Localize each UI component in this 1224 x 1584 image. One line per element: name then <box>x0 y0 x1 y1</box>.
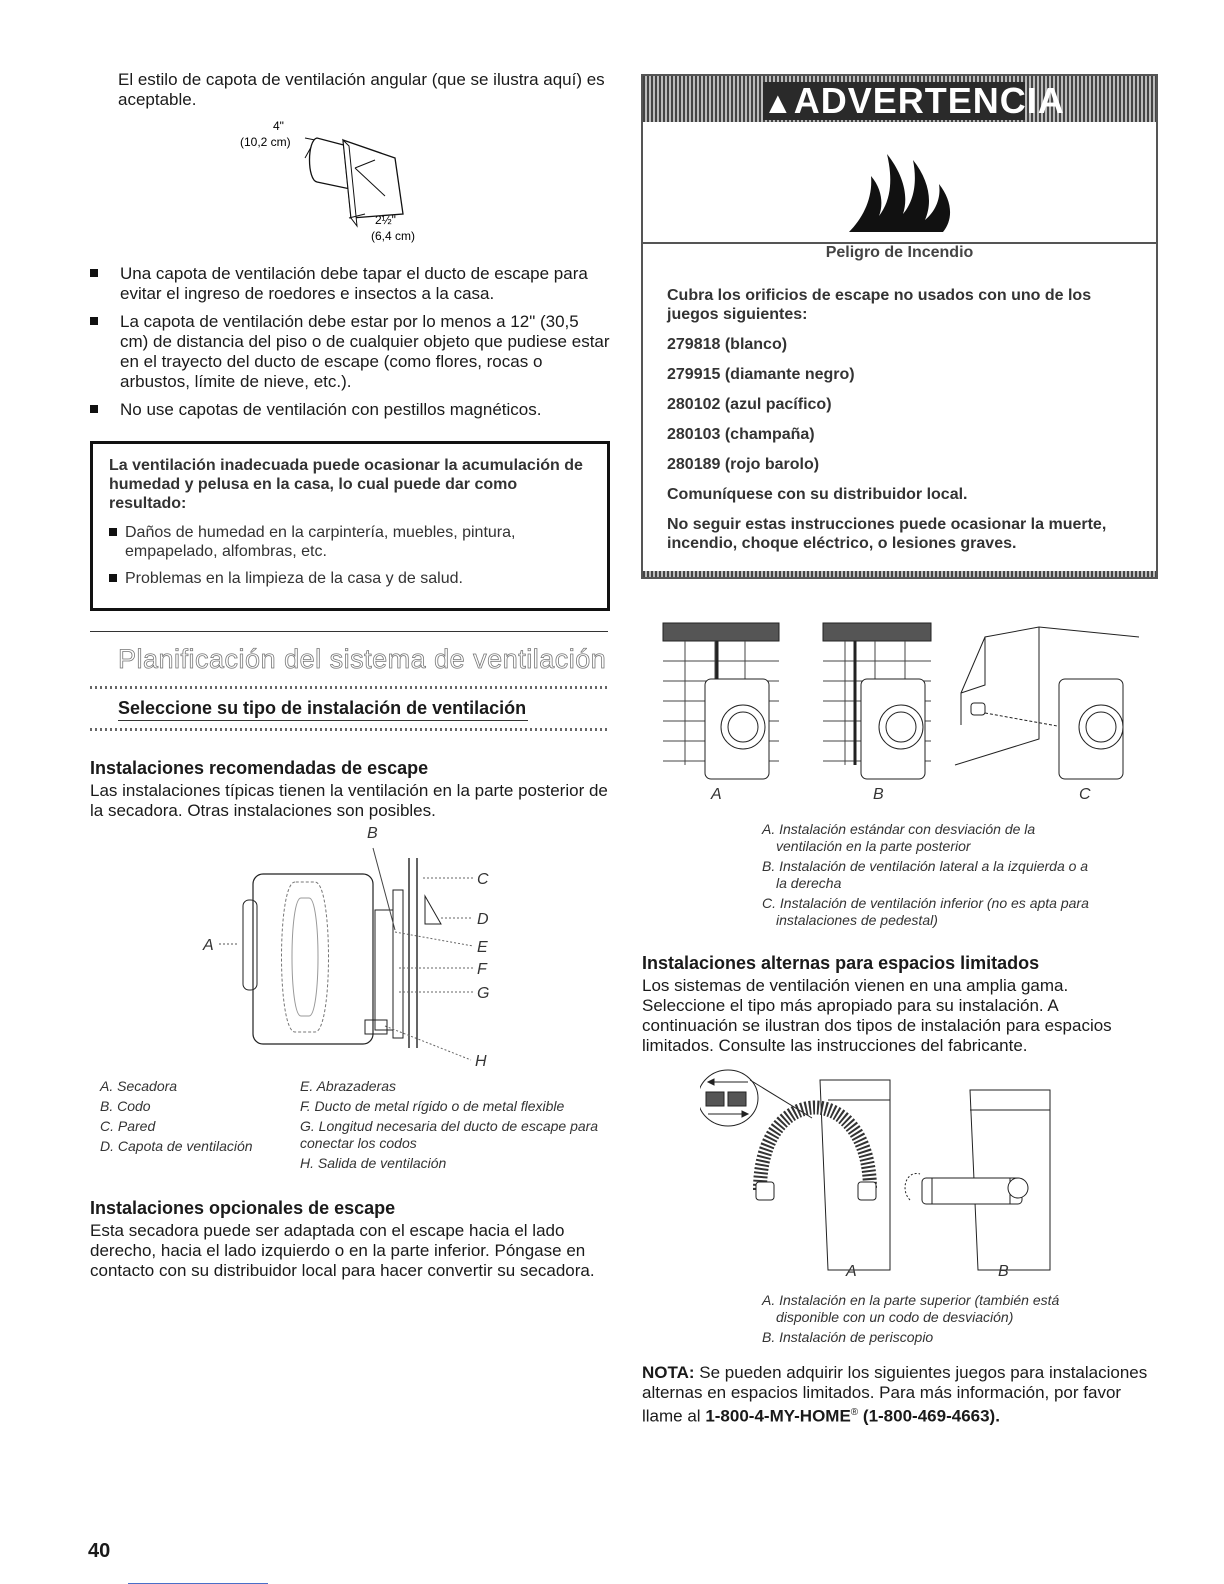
optional-heading: Instalaciones opcionales de escape <box>90 1198 396 1218</box>
hood-dim-top-cm: (10,2 cm) <box>240 135 291 149</box>
alt-letter-b: B <box>998 1263 1009 1280</box>
warning-title: ▲ADVERTENCIA <box>763 80 1065 121</box>
note-label: NOTA: <box>642 1363 695 1382</box>
note-paragraph <box>642 1363 1152 1427</box>
recommended-text: Las instalaciones típicas tienen la ventilación en la parte posterior de la secadora. Otras instalaciones son posibles. <box>90 781 608 820</box>
list-item: No use capotas de ventilación con pestillos magnéticos. <box>90 400 610 420</box>
note-phone: 1-800-4-MY-HOME <box>705 1406 851 1426</box>
warning-line: 280103 (champaña) <box>667 426 815 443</box>
warning-instructions <box>667 286 1134 564</box>
list-item: Daños de humedad en la carpintería, muebles, pintura, empapelado, alfombras, etc. <box>109 523 591 561</box>
legend-item: B. Codo <box>100 1098 151 1114</box>
install-types-figure <box>655 615 1145 805</box>
legend-item: D. Capota de ventilación <box>100 1138 253 1154</box>
fig-letter-e: E <box>477 939 488 956</box>
angular-vent-hood-figure <box>225 118 425 248</box>
subsection-dotted-rule <box>90 728 608 731</box>
recommended-install-figure <box>195 820 505 1070</box>
fig-legend-col2 <box>300 1078 610 1172</box>
fire-icon <box>843 140 963 235</box>
optional-text: Esta secadora puede ser adaptada con el escape hacia el lado derecho, hacia el lado izquierdo o en la parte inferior. Póngase en contacto con su distribuidor local para hacer convertir su secadora. <box>90 1221 595 1280</box>
warning-box <box>641 74 1158 579</box>
caption-item: C. Instalación de ventilación inferior (no es apta para instalaciones de pedestal) <box>762 895 1089 928</box>
legend-item: C. Pared <box>100 1118 156 1134</box>
fig-letter-g: G <box>477 985 490 1002</box>
notice-heading: La ventilación inadecuada puede ocasionar la acumulación de humedad y pelusa en la casa, lo cual puede dar como resultado: <box>109 457 583 512</box>
fig-letter-h: H <box>475 1053 487 1070</box>
legend-item: G. Longitud necesaria del ducto de escape para conectar los codos <box>300 1118 599 1151</box>
note-phone-number: (1-800-469-4663). <box>862 1406 1000 1426</box>
fig-letter-b: B <box>367 825 378 842</box>
alternate-text: Los sistemas de ventilación vienen en una amplia gama. Seleccione el tipo más apropiado para su instalación. A continuación se ilustran dos tipos de instalación para espacios limitados. Consulte las instrucciones del fabricante. <box>642 976 1112 1055</box>
subsection-underline <box>118 720 528 721</box>
list-item: La capota de ventilación debe estar por lo menos a 12" (30,5 cm) de distancia del piso o de cualquier objeto que pudiese estar en el trayecto del ducto de escape (como flores, rocas o arbustos, límite de nieve, etc.). <box>90 312 610 392</box>
subsection-title: Seleccione su tipo de instalación de ventilación <box>118 698 527 718</box>
recommended-heading: Instalaciones recomendadas de escape <box>90 758 429 778</box>
warning-line: 280189 (rojo barolo) <box>667 456 820 473</box>
hood-bullets <box>90 264 610 428</box>
caption-item: B. Instalación de periscopio <box>762 1329 934 1345</box>
alt-letter-a: A <box>846 1263 857 1280</box>
warning-line: Comuníquese con su distribuidor local. <box>667 486 968 503</box>
caption-item: A. Instalación estándar con desviación de la ventilación en la parte posterior <box>762 821 1036 854</box>
list-item: Una capota de ventilación debe tapar el ducto de escape para evitar el ingreso de roedores e insectos a la casa. <box>90 264 610 304</box>
legend-item: E. Abrazaderas <box>300 1078 396 1094</box>
alert-triangle-icon: ▲ <box>763 87 794 120</box>
section-title: Planificación del sistema de ventilación <box>118 644 607 674</box>
legend-item: A. Secadora <box>100 1078 178 1094</box>
warning-line: 279915 (diamante negro) <box>667 366 855 383</box>
fig-letter-c: C <box>477 871 489 888</box>
fig-letter-a: A <box>203 937 214 954</box>
hood-dim-top: 4" <box>273 119 284 133</box>
warning-hazard: Peligro de Incendio <box>825 244 974 261</box>
install-captions <box>762 821 1102 929</box>
section-dotted-rule <box>90 686 608 689</box>
install-letter-b: B <box>873 786 884 803</box>
hood-intro-text: El estilo de capota de ventilación angular (que se ilustra aquí) es aceptable. <box>118 70 605 109</box>
legend-item: F. Ducto de metal rígido o de metal flexible <box>300 1098 565 1114</box>
page-number: 40 <box>88 1540 111 1562</box>
install-letter-c: C <box>1079 786 1091 803</box>
legend-item: H. Salida de ventilación <box>300 1155 447 1171</box>
section-rule <box>90 631 608 632</box>
note-text: Se pueden adquirir los siguientes juegos para instalaciones alternas en espacios limitados. Para más información, por favor llame al <box>642 1363 1148 1426</box>
caption-item: B. Instalación de ventilación lateral a la izquierda o a la derecha <box>762 858 1089 891</box>
hood-dim-bottom-cm: (6,4 cm) <box>371 229 416 243</box>
warning-line: 279818 (blanco) <box>667 336 788 353</box>
alt-captions <box>762 1292 1112 1346</box>
ventilation-notice-box <box>90 441 610 611</box>
list-item: Problemas en la limpieza de la casa y de salud. <box>109 569 591 588</box>
warning-line: No seguir estas instrucciones puede ocasionar la muerte, incendio, choque eléctrico, o lesiones graves. <box>667 516 1107 552</box>
warning-line: Cubra los orificios de escape no usados con uno de los juegos siguientes: <box>667 287 1092 323</box>
alternate-install-figure <box>700 1060 1060 1280</box>
note-phone-mark: ® <box>850 1407 859 1418</box>
fig-legend-col1 <box>100 1078 290 1155</box>
warning-line: 280102 (azul pacífico) <box>667 396 832 413</box>
caption-item: A. Instalación en la parte superior (también está disponible con un codo de desviación) <box>762 1292 1060 1325</box>
hood-dim-bottom: 2½" <box>375 213 396 227</box>
install-letter-a: A <box>711 786 722 803</box>
alternate-heading: Instalaciones alternas para espacios limitados <box>642 953 1040 973</box>
fig-letter-f: F <box>477 961 487 978</box>
fig-letter-d: D <box>477 911 489 928</box>
